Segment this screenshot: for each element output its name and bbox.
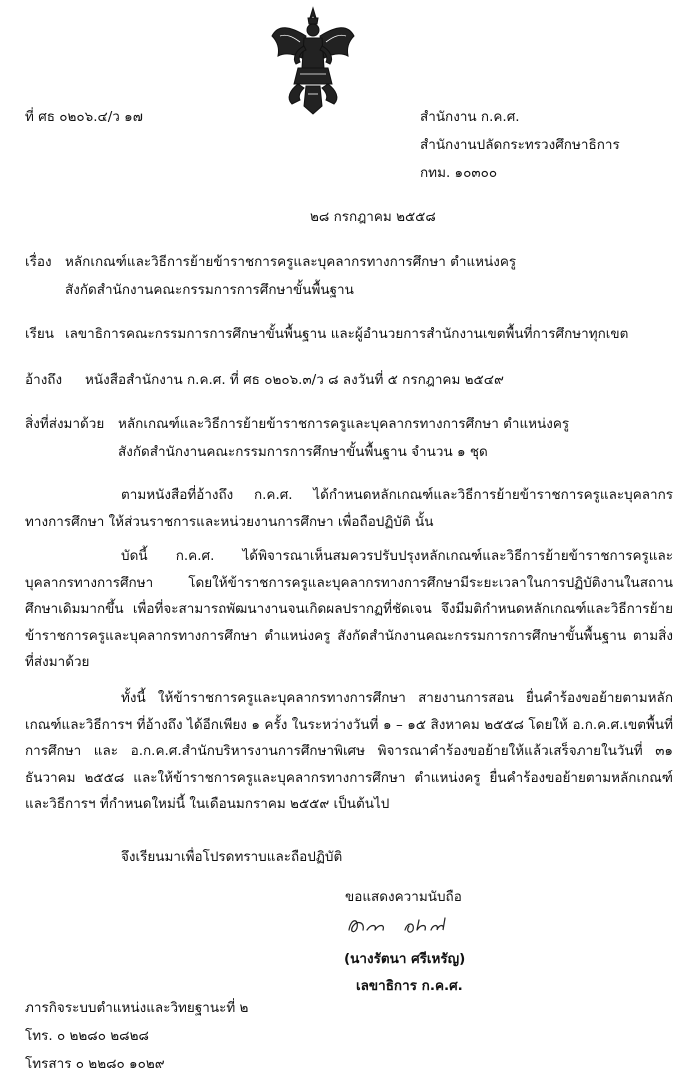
subject-line-1: หลักเกณฑ์และวิธีการย้ายข้าราชการครูและบุคลากรทางการศึกษา ตำแหน่งครู <box>65 254 517 270</box>
document-date: ๒๘ กรกฎาคม ๒๕๕๘ <box>310 209 436 225</box>
signatory-title: เลขาธิการ ก.ค.ศ. <box>356 978 463 994</box>
reference-number: ที่ ศธ ๐๒๐๖.๔/ว ๑๗ <box>25 109 143 125</box>
enclosure-label: สิ่งที่ส่งมาด้วย <box>25 416 105 432</box>
issuer-line-1: สำนักงาน ก.ค.ศ. <box>420 109 520 125</box>
recipient-text: เลขาธิการคณะกรรมการการศึกษาขั้นพื้นฐาน และผู้อำนวยการสำนักงานเขตพื้นที่การศึกษาทุกเขต <box>65 326 629 342</box>
body-paragraph-3-text: ทั้งนี้ ให้ข้าราชการครูและบุคลากรทางการศึกษา สายงานการสอน ยื่นคำร้องขอย้ายตามหลักเกณฑ์และวิธีการฯ ที่อ้างถึง ได้อีกเพียง ๑ ครั้ง ในระหว่างวันที่ ๑ – ๑๕ สิงหาคม ๒๕๕๘ โดยให้ อ.ก.ค.ศ.เขตพื้นที่การศึกษา และ อ.ก.ค.ศ.สำนักบริหารงานการศึกษาพิเศษ พิจารณาคำร้องขอย้ายให้แล้วเสร็จภายในวันที่ ๓๑ ธันวาคม ๒๕๕๘ และให้ข้าราชการครูและบุคลากรทางการศึกษา ตำแหน่งครู ยื่นคำร้องขอย้ายตามหลักเกณฑ์และวิธีการฯ ที่กำหนดใหม่นี้ ในเดือนมกราคม ๒๕๕๙ เป็นต้นไป <box>25 690 673 812</box>
subject-label: เรื่อง <box>25 254 52 270</box>
closing-text: จึงเรียนมาเพื่อโปรดทราบและถือปฏิบัติ <box>121 849 343 865</box>
issuer-line-2: สำนักงานปลัดกระทรวงศึกษาธิการ <box>420 137 620 153</box>
enclosure-line-1: หลักเกณฑ์และวิธีการย้ายข้าราชการครูและบุคลากรทางการศึกษา ตำแหน่งครู <box>118 416 570 432</box>
body-paragraph-3 <box>25 685 673 818</box>
subject-line-2: สังกัดสำนักงานคณะกรรมการการศึกษาขั้นพื้นฐาน <box>65 282 354 298</box>
body-paragraph-2-text: บัดนี้ ก.ค.ศ. ได้พิจารณาเห็นสมควรปรับปรุงหลักเกณฑ์และวิธีการย้ายข้าราชการครูและบุคลากรทางการศึกษา โดยให้ข้าราชการครูและบุคลากรทางการศึกษามีระยะเวลาในการปฏิบัติงานในสถานศึกษาเดิมมากขึ้น เพื่อที่จะสามารถพัฒนางานจนเกิดผลปรากฏที่ชัดเจน จึงมีมติกำหนดหลักเกณฑ์และวิธีการย้ายข้าราชการครูและบุคลากรทางการศึกษา ตำแหน่งครู สังกัดสำนักงานคณะกรรมการการศึกษาขั้นพื้นฐาน ตามสิ่งที่ส่งมาด้วย <box>25 548 673 670</box>
enclosure-line-2: สังกัดสำนักงานคณะกรรมการการศึกษาขั้นพื้นฐาน จำนวน ๑ ชุด <box>118 444 488 460</box>
reference-text: หนังสือสำนักงาน ก.ค.ศ. ที่ ศธ ๐๒๐๖.๓/ว ๘ ลงวันที่ ๕ กรกฎาคม ๒๕๔๙ <box>85 372 504 388</box>
recipient-label: เรียน <box>25 326 55 342</box>
body-paragraph-2 <box>25 543 673 676</box>
footer-phone: โทร. ๐ ๒๒๘๐ ๒๘๒๘ <box>25 1028 149 1044</box>
reference-label: อ้างถึง <box>25 372 63 388</box>
signatory-name: (นางรัตนา ศรีเหรัญ) <box>344 951 466 967</box>
body-paragraph-1 <box>25 482 673 535</box>
footer-fax: โทรสาร ๐ ๒๒๘๐ ๑๐๒๙ <box>25 1056 165 1072</box>
handwritten-signature-icon <box>345 912 465 938</box>
salutation: ขอแสดงความนับถือ <box>345 889 462 905</box>
body-paragraph-1-text: ตามหนังสือที่อ้างถึง ก.ค.ศ. ได้กำหนดหลักเกณฑ์และวิธีการย้ายข้าราชการครูและบุคลากรทางการศึกษา ให้ส่วนราชการและหน่วยงานการศึกษา เพื่อถือปฏิบัติ นั้น <box>25 487 673 530</box>
issuer-line-3: กทม. ๑๐๓๐๐ <box>420 165 498 181</box>
garuda-emblem-icon <box>270 6 356 116</box>
footer-department: ภารกิจระบบตำแหน่งและวิทยฐานะที่ ๒ <box>25 1000 249 1016</box>
